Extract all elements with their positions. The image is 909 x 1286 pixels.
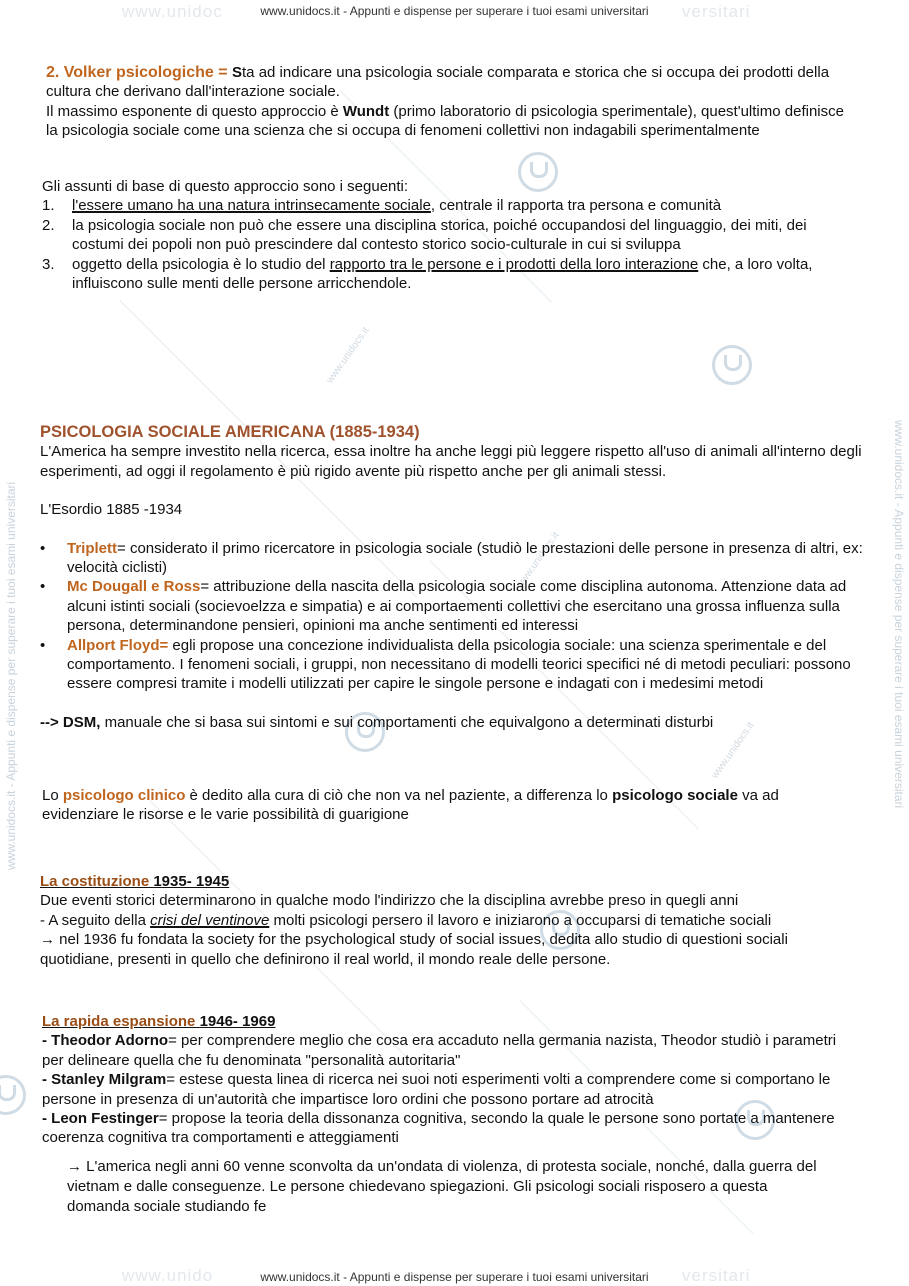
bullet-icon: • (40, 578, 46, 596)
underlined-text: rapporto tra le persone e i prodotti della loro interazione (329, 255, 699, 273)
assunti-intro: Gli assunti di base di questo approccio sono i seguenti: (42, 178, 409, 195)
bullet-icon: • (40, 636, 46, 654)
page-header: www.unidocs.it - Appunti e dispense per superare i tuoi esami universitari (260, 4, 649, 18)
diagonal-watermark: www.unidocs.it (324, 325, 372, 386)
americana-title: PSICOLOGIA SOCIALE AMERICANA (1885-1934) (40, 423, 420, 441)
list-item (42, 255, 832, 294)
researcher-name: Triplett (67, 539, 118, 557)
volker-paragraph (46, 63, 858, 141)
page-footer: www.unidocs.it - Appunti e dispense per superare i tuoi esami universitari (260, 1270, 649, 1284)
america-60-paragraph: → L'america negli anni 60 venne sconvolta da un'ondata di violenza, di protesta sociale, nonché, dalla guerra del vietnam e dalle conseguenze. Le persone chiedevano spiegazioni. Gli psicologi sociali risposero a questa domanda sociale studiando fe (67, 1158, 817, 1215)
watermark-logo-icon (0, 1075, 26, 1115)
bullet-text: egli propose una concezione individualista della psicologia sociale: una scienza sperimentale e del comportamento. I fenomeni sociali, i gruppi, non necessitano di modelli teorici specifici né di metodi peculiari: possono essere compresi tramite i modelli utilizzati per capire le singole persone e indagati con i medesimi metodi (67, 636, 851, 693)
list-number: 1. (42, 197, 55, 215)
costituzione-text: Due eventi storici determinarono in qualche modo l'indirizzo che la disciplina avrebbe preso in quegli anni (40, 892, 739, 910)
psicologo-sociale: psicologo sociale (612, 787, 738, 804)
adorno-paragraph: - Theodor Adorno= per comprendere meglio che cosa era accaduto nella germania nazista, Theodor studiò i parametri per delineare quella che fu denominata "personalità autoritaria" (42, 1032, 837, 1069)
list-number: 3. (42, 255, 55, 273)
volker-definition: ta ad indicare una psicologia sociale comparata e storica che si occupa dei prodotti della cultura che derivano dall'interazione sociale. (46, 64, 830, 101)
list-item (42, 196, 832, 215)
bullet-item (40, 539, 865, 578)
watermark-ghost-bottom-left: www.unido (122, 1266, 214, 1285)
list-item (42, 216, 832, 255)
crisi-text: crisi del ventinove (150, 911, 270, 929)
bullet-item (40, 577, 865, 635)
watermark-logo-icon (712, 345, 752, 385)
watermark-ghost-bottom-right: versitari (682, 1266, 751, 1285)
bullet-item (40, 636, 865, 694)
dsm-text: manuale che si basa sui sintomi e sui comportamenti che equivalgono a determinati disturbi (100, 713, 714, 731)
list-number: 2. (42, 216, 55, 234)
festinger-paragraph: - Leon Festinger= propose la teoria della dissonanza cognitiva, secondo la quale le persone sono portate a mantenere coerenza cognitiva tra comportamenti e atteggiamenti (42, 1110, 835, 1147)
espansione-title: La rapida espansione 1946- 1969 (42, 1013, 276, 1030)
underlined-text: l'essere umano ha una natura intrinsecamente sociale (72, 197, 431, 215)
psicologo-clinico: psicologo clinico (62, 787, 186, 804)
list-text: , centrale il rapporta tra persona e comunità (430, 197, 722, 215)
dsm-line (40, 713, 865, 732)
esordio-label: L'Esordio 1885 -1934 (40, 501, 183, 519)
milgram-name: - Stanley Milgram (42, 1071, 167, 1089)
americana-section (40, 423, 865, 732)
side-watermark-right: www.unidocs.it - Appunti e dispense per superare i tuoi esami universitari (892, 420, 906, 809)
clinico-paragraph: Lo psicologo clinico è dedito alla cura di ciò che non va nel paziente, a differenza lo psicologo sociale va ad evidenziare le risorse e le varie possibilità di guarigione (42, 787, 779, 824)
espansione-section (42, 1012, 860, 1148)
dsm-label: --> DSM, (40, 713, 101, 731)
side-watermark-left: www.unidocs.it - Appunti e dispense per superare i tuoi esami universitari (4, 481, 18, 870)
festinger-name: - Leon Festinger (42, 1110, 159, 1128)
bullet-icon: • (40, 539, 46, 557)
adorno-name: - Theodor Adorno (42, 1032, 169, 1050)
list-text: che, a loro volta, influiscono sulle menti delle persone arricchendole. (72, 255, 813, 293)
costituzione-section (40, 872, 865, 969)
watermark-ghost-top-right: versitari (682, 2, 751, 21)
costituzione-text: → nel 1936 fu fondata la society for the psychological study of social issues, dedita allo studio di questioni sociali quotidiane, presenti in quello che definirono il real world, il mondo reale delle persone. (40, 931, 788, 968)
researcher-name: Mc Dougall e Ross (67, 578, 201, 596)
milgram-paragraph: - Stanley Milgram= estese questa linea di ricerca nei suoi noti esperimenti volti a comprendere come si comportano le persone in presenza di un'autorità che impartisce loro ordini che possono portare ad atrocità (42, 1071, 831, 1108)
volker-text: Il massimo esponente di questo approccio è (46, 102, 343, 120)
bullet-text: = attribuzione della nascita della psicologia sociale come disciplina autonoma. Attenzione data ad alcuni istinti sociali (socievoelzza e simpatia) e ai comportaementi collettivi che esercitano una grossa influenza sulla persona, determinandone pensieri, opinioni ma anche sentimenti ed interessi (67, 578, 847, 635)
americana-intro: L'America ha sempre investito nella ricerca, essa inoltre ha anche leggi più leggere rispetto all'uso di animali all'interno degli esperimenti, ad oggi il regolamento è più rigido avente più rispetto anche per gli animali stessi. (40, 443, 862, 480)
wundt-name: Wundt (342, 102, 390, 120)
researcher-name: Allport Floyd= (67, 636, 169, 654)
costituzione-text: - A seguito della crisi del ventinove molti psicologi persero il lavoro e iniziarono a occuparsi di tematiche sociali (40, 911, 772, 929)
list-text: oggetto della psicologia è lo studio del (72, 255, 330, 273)
volker-first-letter: S (232, 64, 243, 81)
watermark-ghost-top-left: www.unidoc (122, 2, 223, 21)
volker-text: (primo laboratorio di psicologia sperimentale), quest'ultimo definisce la psicologia sociale come una scienza che si occupa di fenomeni collettivi non indagabili sperimentalmente (46, 102, 844, 140)
diagonal-watermark: www.unidocs.it (514, 530, 562, 591)
list-text: la psicologia sociale non può che essere una disciplina storica, poiché occupandosi del linguaggio, dei miti, dei costumi dei popoli non può prescindere dal contesto storico socio-culturale in cui si sviluppa (72, 216, 807, 254)
bullet-text: = considerato il primo ricercatore in psicologia sociale (studiò le prestazioni delle persone in presenza di altri, ex: velocità ciclisti) (67, 539, 863, 577)
diagonal-watermark: www.unidocs.it (709, 720, 757, 781)
volker-title: 2. Volker psicologiche = (46, 64, 232, 81)
costituzione-title: La costituzione 1935- 1945 (40, 873, 230, 890)
assunti-block (42, 177, 832, 293)
